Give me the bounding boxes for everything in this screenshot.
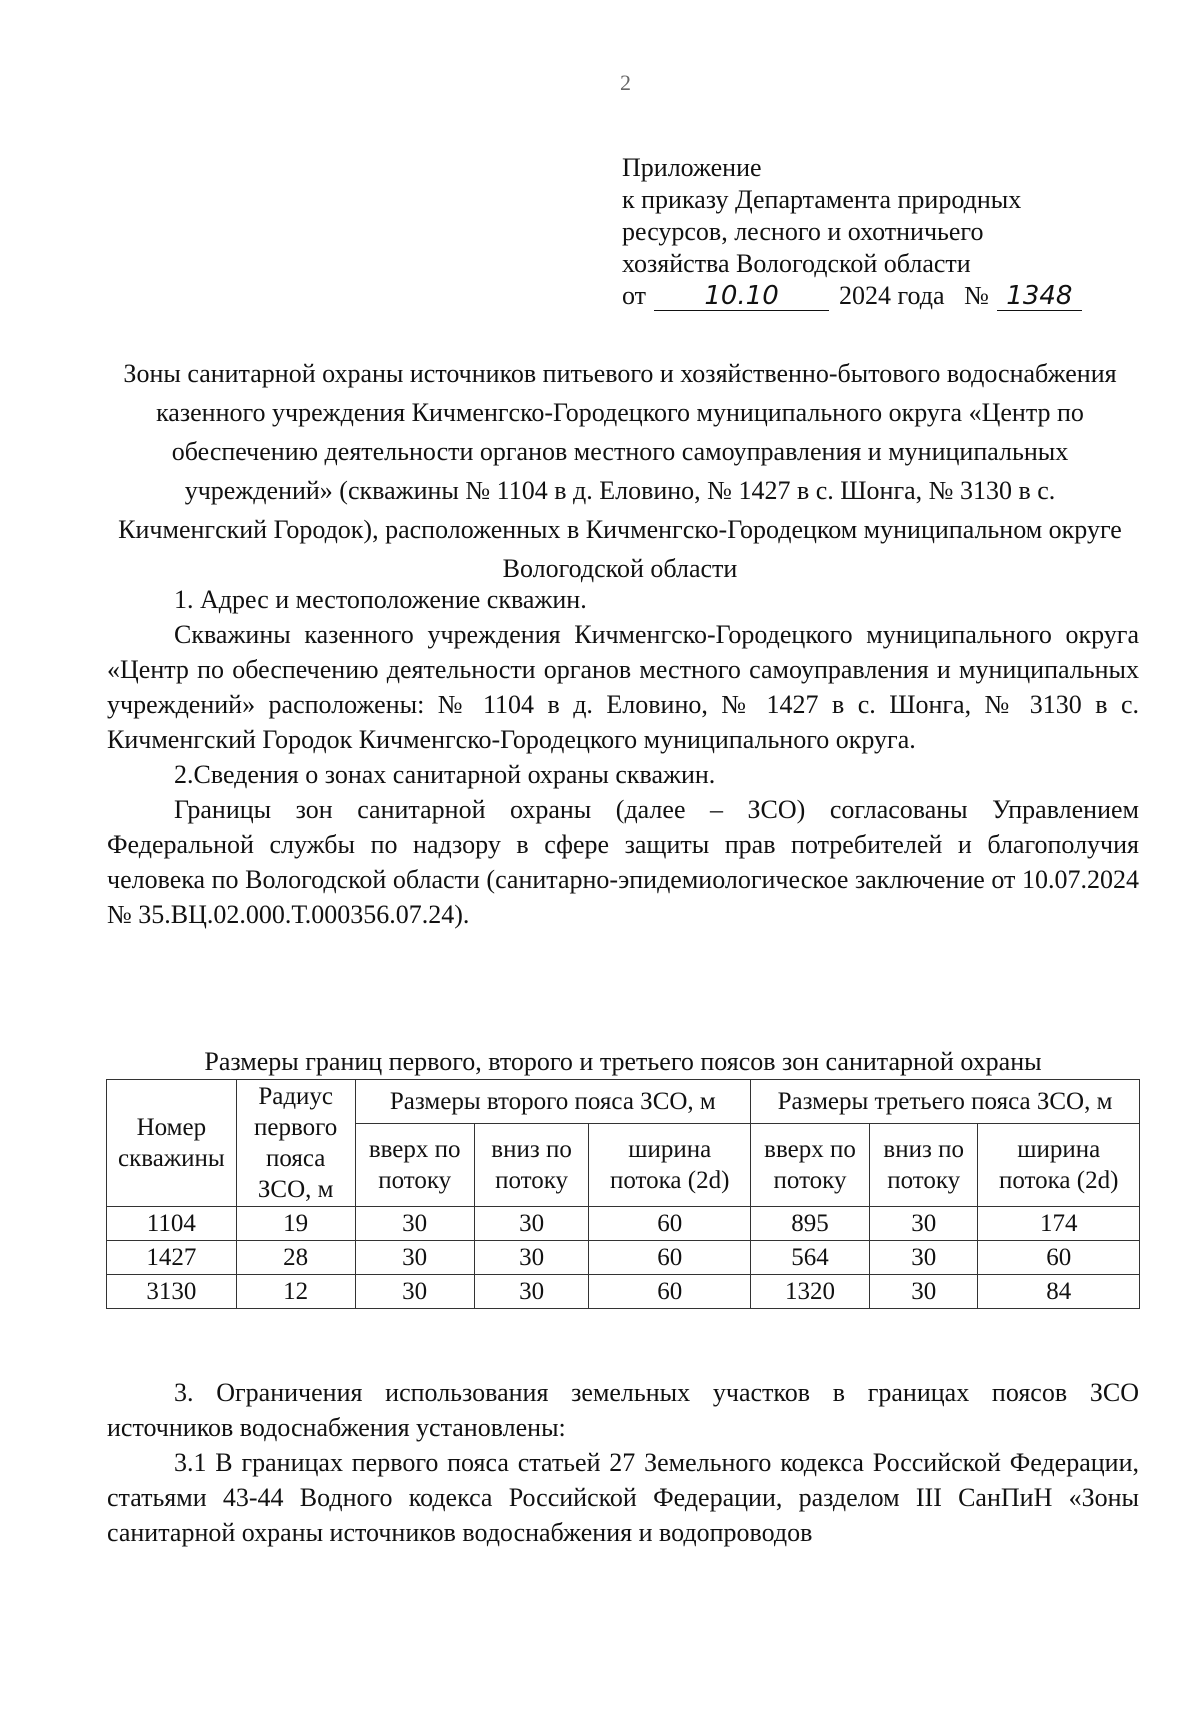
table-row [107, 1207, 1140, 1241]
table-cell: 60 [978, 1241, 1140, 1275]
table-cell: 60 [589, 1207, 751, 1241]
year-label: 2024 года [839, 281, 945, 310]
section-3-heading: 3. Ограничения использования земельных участков в границах поясов ЗСО источников водоснабжения установлены: [107, 1378, 1139, 1442]
header-second-zone: Размеры второго пояса ЗСО, м [355, 1080, 750, 1124]
table-cell: 30 [870, 1241, 978, 1275]
table-cell: 28 [236, 1241, 355, 1275]
appendix-line: к приказу Департамента природных [622, 185, 1022, 214]
appendix-line: ресурсов, лесного и охотничьего [622, 217, 984, 246]
table-cell: 3130 [107, 1275, 237, 1309]
table-caption: Размеры границ первого, второго и третьего поясов зон санитарной охраны [204, 1047, 1042, 1076]
table-cell: 1104 [107, 1207, 237, 1241]
header-upstream: вверх по потоку [355, 1123, 474, 1206]
table-cell: 30 [355, 1241, 474, 1275]
sections-1-2 [107, 582, 1139, 932]
handwritten-date: 10.10 [654, 282, 829, 311]
table-cell: 1427 [107, 1241, 237, 1275]
table-cell: 564 [750, 1241, 869, 1275]
table-cell: 1320 [750, 1275, 869, 1309]
header-downstream: вниз по потоку [870, 1123, 978, 1206]
table-row [107, 1275, 1140, 1309]
table-cell: 30 [870, 1275, 978, 1309]
header-downstream: вниз по потоку [474, 1123, 589, 1206]
from-label: от [622, 281, 647, 310]
zso-table [106, 1079, 1140, 1309]
table-cell: 19 [236, 1207, 355, 1241]
table-cell: 30 [474, 1207, 589, 1241]
header-first-zone-radius: Радиус первого пояса ЗСО, м [236, 1080, 355, 1207]
table-cell: 30 [474, 1275, 589, 1309]
section-3-1-text: 3.1 В границах первого пояса статьей 27 Земельного кодекса Российской Федерации, статьями 43-44 Водного кодекса Российской Федерации, разделом III СанПиН «Зоны санитарной охраны источников водоснабжения и водопроводов [107, 1448, 1139, 1547]
section-3 [107, 1375, 1139, 1550]
section-2-heading: 2.Сведения о зонах санитарной охраны скважин. [174, 760, 716, 789]
table-cell: 60 [589, 1275, 751, 1309]
table-cell: 30 [355, 1275, 474, 1309]
table-header-row [107, 1080, 1140, 1124]
appendix-line: хозяйства Вологодской области [622, 249, 971, 278]
header-third-zone: Размеры третьего пояса ЗСО, м [750, 1080, 1139, 1124]
appendix-block [622, 152, 1082, 312]
handwritten-order-number: 1348 [997, 282, 1082, 311]
table-cell: 30 [355, 1207, 474, 1241]
header-well-number: Номер скважины [107, 1080, 237, 1207]
section-1-text: Скважины казенного учреждения Кичменгско-Городецкого муниципального округа «Центр по обеспечению деятельности органов местного самоуправления и муниципальных учреждений» расположены: № 1104 в д. Еловино, № 1427 в с. Шонга, № 3130 в с. Кичменгский Городок Кичменгско-Городецкого муниципального округа. [107, 620, 1139, 754]
section-2-text: Границы зон санитарной охраны (далее – ЗСО) согласованы Управлением Федеральной службы по надзору в сфере защиты прав потребителей и благополучия человека по Вологодской области (санитарно-эпидемиологическое заключение от 10.07.2024 № 35.ВЦ.02.000.Т.000356.07.24). [107, 795, 1139, 929]
table-cell: 30 [870, 1207, 978, 1241]
table-cell: 174 [978, 1207, 1140, 1241]
header-flow-width: ширина потока (2d) [589, 1123, 751, 1206]
number-sign: № [964, 281, 989, 310]
table-cell: 30 [474, 1241, 589, 1275]
table-cell: 60 [589, 1241, 751, 1275]
appendix-date-line [622, 280, 1082, 312]
header-upstream: вверх по потоку [750, 1123, 869, 1206]
section-1-heading: 1. Адрес и местоположение скважин. [174, 585, 587, 614]
table-cell: 12 [236, 1275, 355, 1309]
header-flow-width: ширина потока (2d) [978, 1123, 1140, 1206]
table-cell: 84 [978, 1275, 1140, 1309]
appendix-title: Приложение [622, 153, 762, 182]
document-title: Зоны санитарной охраны источников питьевого и хозяйственно-бытового водоснабжения казенного учреждения Кичменгско-Городецкого муниципального округа «Центр по обеспечению деятельности органов местного самоуправления и муниципальных учреждений» (скважины № 1104 в д. Еловино, № 1427 в с. Шонга, № 3130 в с. Кичменгский Городок), расположенных в Кичменгско-Городецком муниципальном округе Вологодской области [118, 359, 1122, 583]
table-row [107, 1241, 1140, 1275]
table-cell: 895 [750, 1207, 869, 1241]
page-number: 2 [620, 70, 631, 95]
